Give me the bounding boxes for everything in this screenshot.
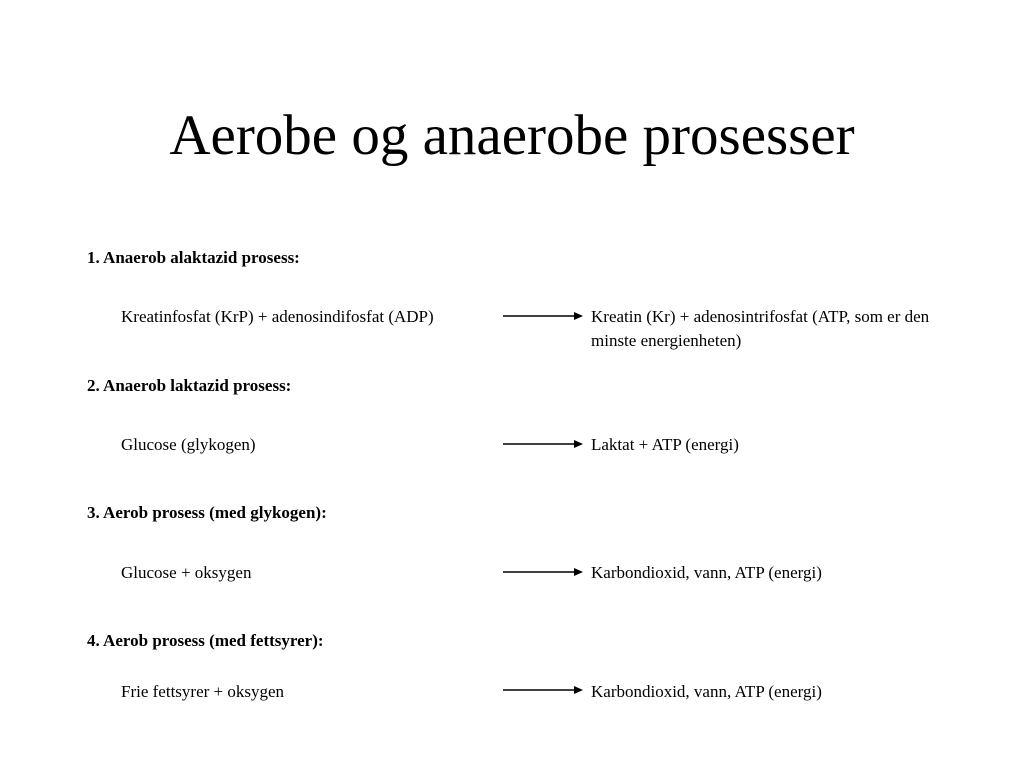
section-2-products: Laktat + ATP (energi) [591, 435, 739, 454]
section-4-heading: 4. Aerob prosess (med fettsyrer): [87, 631, 324, 650]
section-3-reactants: Glucose + oksygen [121, 563, 252, 582]
section-1-reactants: Kreatinfosfat (KrP) + adenosindifosfat (ADP) [121, 307, 434, 326]
slide-title: Aerobe og anaerobe prosesser [169, 104, 855, 167]
section-3-heading: 3. Aerob prosess (med glykogen): [87, 503, 327, 522]
right-arrow-icon [503, 567, 583, 577]
section-4-reactants: Frie fettsyrer + oksygen [121, 682, 285, 701]
section-1-heading: 1. Anaerob alaktazid prosess: [87, 248, 300, 267]
section-4-products: Karbondioxid, vann, ATP (energi) [591, 682, 822, 701]
section-3-products: Karbondioxid, vann, ATP (energi) [591, 563, 822, 582]
section-1-products: Kreatin (Kr) + adenosintrifosfat (ATP, som er den minste energienheten) [591, 307, 930, 350]
right-arrow-icon [503, 311, 583, 321]
section-2-heading: 2. Anaerob laktazid prosess: [87, 376, 292, 395]
right-arrow-icon [503, 439, 583, 449]
section-2-reactants: Glucose (glykogen) [121, 435, 256, 454]
right-arrow-icon [503, 685, 583, 695]
